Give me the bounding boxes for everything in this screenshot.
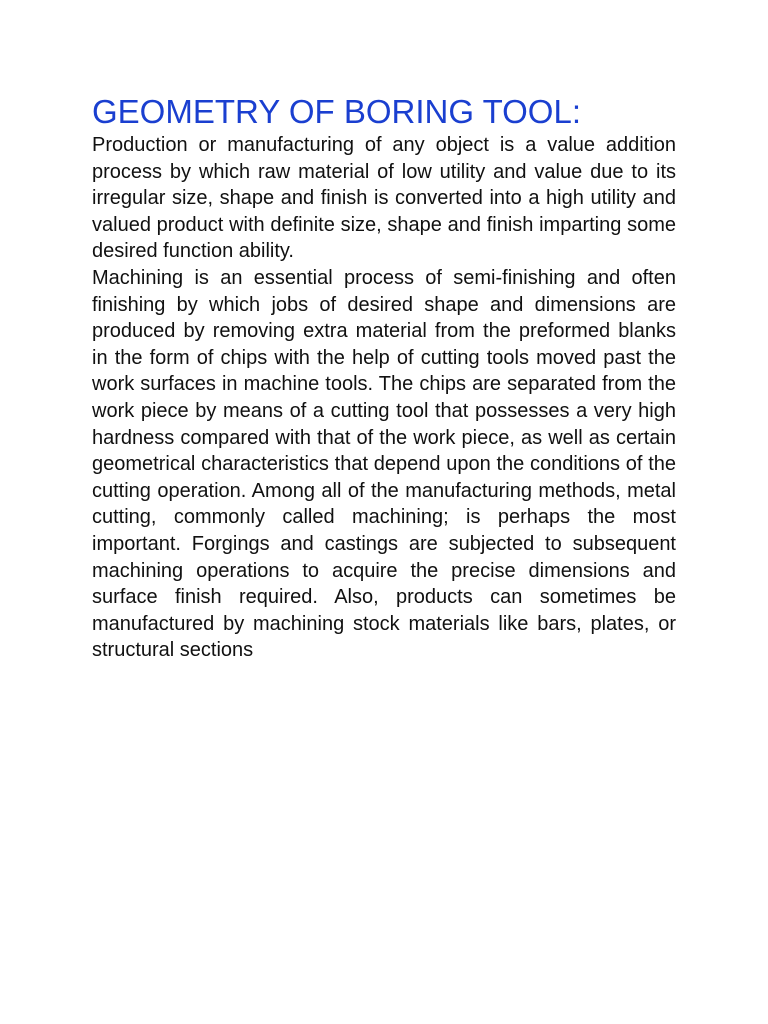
paragraph-production: Production or manufacturing of any object is a value addition process by which raw material of low utility and value due to its irregular size, shape and finish is converted into a high utility and valued product with definite size, shape and finish imparting some desired function ability. xyxy=(92,134,676,263)
document-content xyxy=(92,92,676,664)
document-title: GEOMETRY OF BORING TOOL: xyxy=(92,93,581,130)
paragraph-machining: Machining is an essential process of semi-finishing and often finishing by which jobs of desired shape and dimensions are produced by removing extra material from the preformed blanks in the form of chips with the help of cutting tools moved past the work surfaces in machine tools. The chips are separated from the work piece by means of a cutting tool that possesses a very high hardness compared with that of the work piece, as well as certain geometrical characteristics that depend upon the conditions of the cutting operation. Among all of the manufacturing methods, metal cutting, commonly called machining; is perhaps the most important. Forgings and castings are subjected to subsequent machining operations to acquire the precise dimensions and surface finish required. Also, products can sometimes be manufactured by machining stock materials like bars, plates, or structural sections xyxy=(92,266,676,662)
